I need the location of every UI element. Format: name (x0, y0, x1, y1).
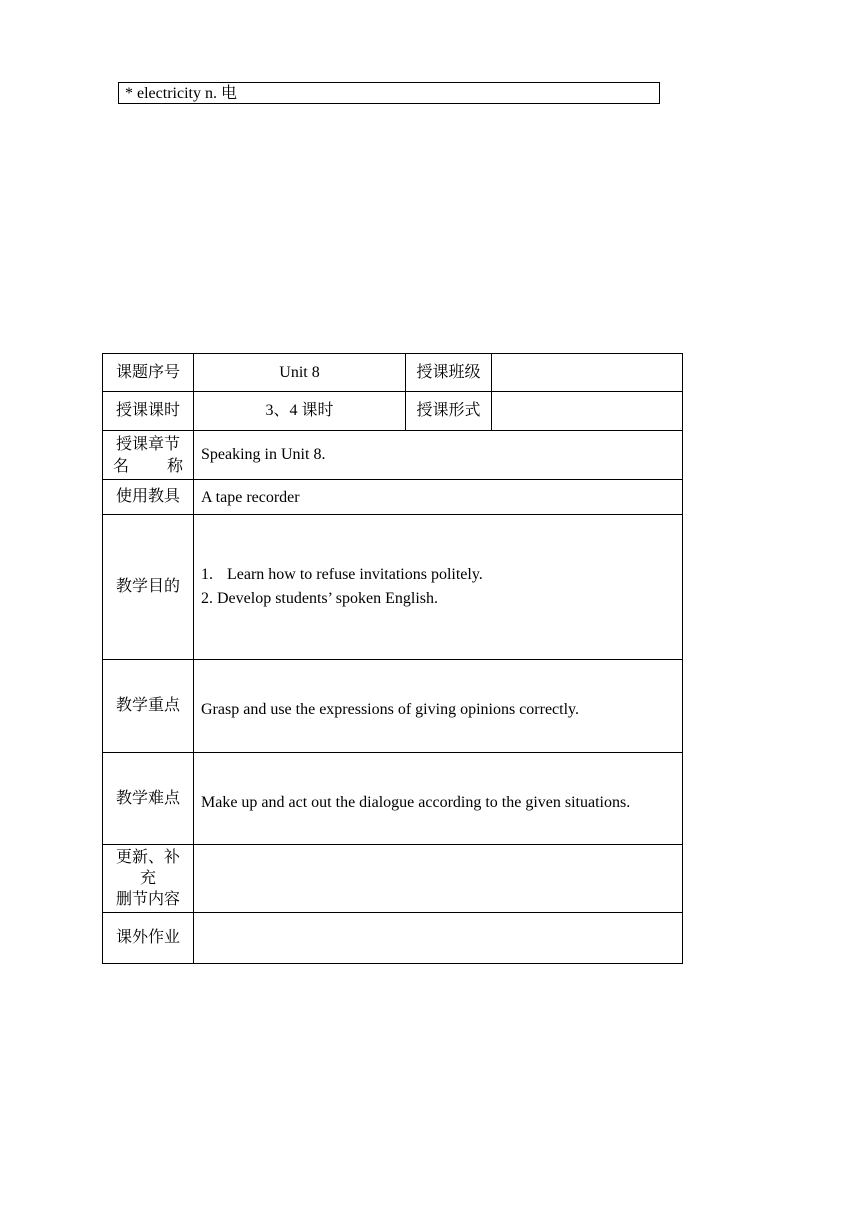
label-chapter-line2-a: 名 (113, 458, 130, 475)
value-format (492, 392, 683, 431)
value-key-points: Grasp and use the expressions of giving opinions correctly. (194, 660, 683, 753)
objective-item-1-text: Learn how to refuse invitations politely. (227, 566, 483, 583)
value-periods: 3、4 课时 (194, 392, 406, 431)
label-key-points: 教学重点 (103, 660, 194, 753)
label-chapter (103, 431, 194, 480)
label-class: 授课班级 (406, 354, 492, 392)
table-row-updates (103, 845, 683, 913)
value-homework (194, 913, 683, 964)
value-teaching-aids: A tape recorder (194, 480, 683, 515)
table-row-key-points (103, 660, 683, 753)
lesson-plan-table (102, 353, 683, 964)
vocab-note-box (118, 82, 660, 104)
table-row-objectives (103, 515, 683, 660)
value-difficulties: Make up and act out the dialogue according to the given situations. (194, 753, 683, 845)
table-row-difficulties (103, 753, 683, 845)
label-chapter-line1: 授课章节 (115, 436, 180, 453)
label-format: 授课形式 (406, 392, 492, 431)
label-homework: 课外作业 (103, 913, 194, 964)
value-objectives (194, 515, 683, 660)
table-row-periods (103, 392, 683, 431)
label-updates-line1: 更新、补 (115, 849, 180, 866)
objective-item-2: 2. Develop students’ spoken English. (201, 590, 439, 607)
label-updates-line2: 充 (139, 870, 156, 887)
label-topic-number: 课题序号 (103, 354, 194, 392)
table-row-teaching-aids (103, 480, 683, 515)
label-difficulties: 教学难点 (103, 753, 194, 845)
label-updates (103, 845, 194, 913)
label-objectives: 教学目的 (103, 515, 194, 660)
value-chapter: Speaking in Unit 8. (194, 431, 683, 480)
value-updates (194, 845, 683, 913)
table-row-homework (103, 913, 683, 964)
label-updates-line3: 删节内容 (115, 891, 180, 908)
label-chapter-line2-b: 称 (166, 458, 183, 475)
label-teaching-aids: 使用教具 (103, 480, 194, 515)
table-row-chapter (103, 431, 683, 480)
value-topic-number: Unit 8 (194, 354, 406, 392)
objective-item-1 (201, 564, 675, 586)
label-chapter-line2 (110, 456, 186, 478)
label-periods: 授课课时 (103, 392, 194, 431)
vocab-note-text: * electricity n. 电 (125, 85, 237, 102)
value-class (492, 354, 683, 392)
objective-item-1-number: 1. (201, 566, 213, 583)
table-row-topic-number (103, 354, 683, 392)
